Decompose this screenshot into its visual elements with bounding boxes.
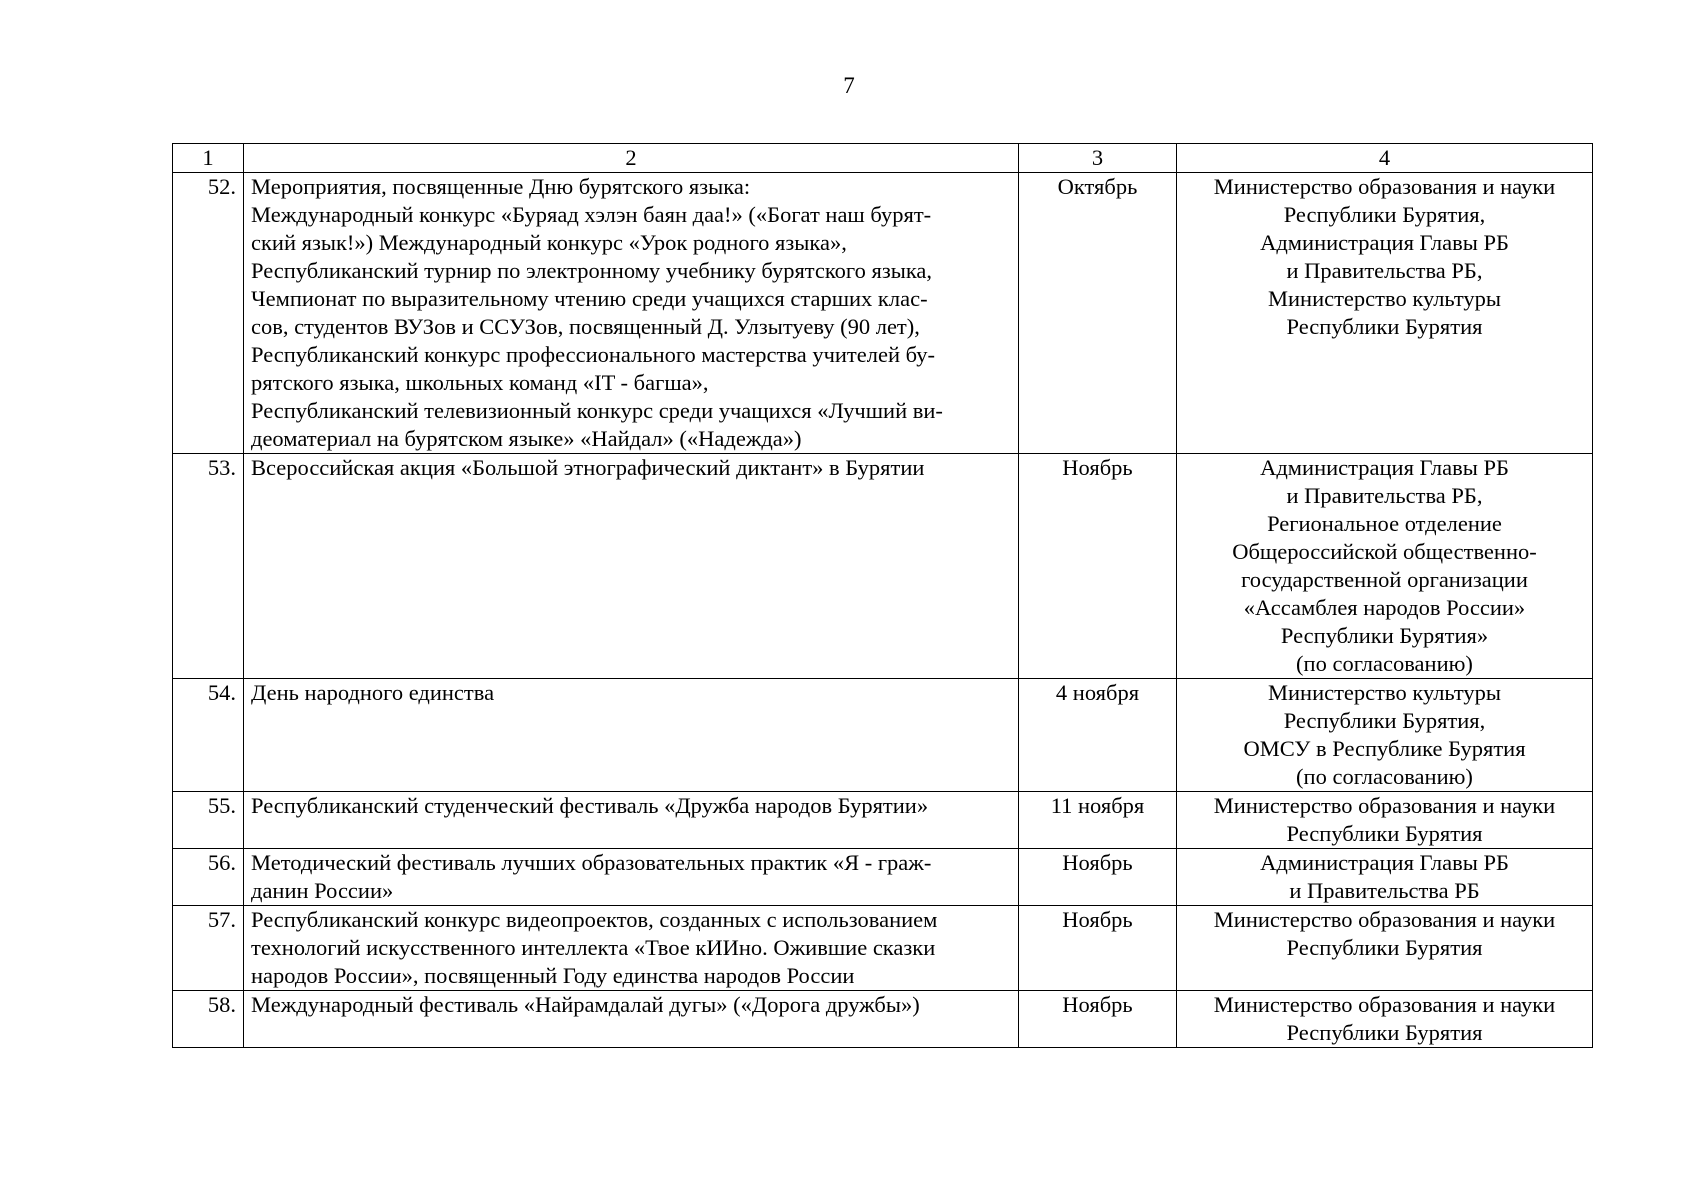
table-row xyxy=(173,849,1593,906)
responsible-text-line: Министерство образования и науки xyxy=(1213,793,1556,818)
event-text-line: Республиканский телевизионный конкурс среди учащихся «Лучший ви- xyxy=(251,398,943,423)
responsible-organizations xyxy=(1177,454,1593,679)
table-body xyxy=(173,173,1593,1048)
table-row xyxy=(173,792,1593,849)
responsible-organizations xyxy=(1177,679,1593,792)
responsible-text-line: Республики Бурятия, xyxy=(1283,202,1486,227)
event-text-line: ский язык!») Международный конкурс «Урок родного языка», xyxy=(251,230,847,255)
responsible-text-line: Республики Бурятия xyxy=(1286,821,1483,846)
event-description xyxy=(244,173,1019,454)
event-date: Октябрь xyxy=(1019,173,1177,454)
row-number: 57. xyxy=(173,906,244,991)
responsible-organizations xyxy=(1177,906,1593,991)
column-header-number: 1 xyxy=(173,144,244,173)
event-text-line: Республиканский турнир по электронному учебнику бурятского языка, xyxy=(251,258,933,283)
responsible-organizations xyxy=(1177,991,1593,1048)
responsible-text-line: «Ассамблея народов России» xyxy=(1243,595,1526,620)
event-date: 4 ноября xyxy=(1019,679,1177,792)
responsible-text-line: Республики Бурятия xyxy=(1286,314,1483,339)
row-number: 54. xyxy=(173,679,244,792)
event-text-line: Международный конкурс «Буряад хэлэн баян даа!» («Богат наш бурят- xyxy=(251,202,932,227)
event-text-line: Республиканский конкурс профессионального мастерства учителей бу- xyxy=(251,342,935,367)
responsible-text-line: (по согласованию) xyxy=(1296,651,1473,676)
responsible-text-line: и Правительства РБ xyxy=(1289,878,1480,903)
event-text-line: сов, студентов ВУЗов и ССУЗов, посвященный Д. Улзытуеву (90 лет), xyxy=(251,314,920,339)
responsible-text-line: Администрация Главы РБ xyxy=(1260,230,1509,255)
responsible-text-line: Министерство образования и науки xyxy=(1213,907,1556,932)
responsible-text-line: государственной организации xyxy=(1241,567,1528,592)
row-number: 56. xyxy=(173,849,244,906)
responsible-text-line: (по согласованию) xyxy=(1296,764,1473,789)
table-row xyxy=(173,173,1593,454)
event-description xyxy=(244,679,1019,792)
event-text-line: Республиканский студенческий фестиваль «Дружба народов Бурятии» xyxy=(251,793,929,818)
responsible-organizations xyxy=(1177,173,1593,454)
event-text-line: Чемпионат по выразительному чтению среди учащихся старших клас- xyxy=(251,286,928,311)
responsible-text-line: Республики Бурятия» xyxy=(1280,623,1489,648)
event-date: Ноябрь xyxy=(1019,991,1177,1048)
event-description xyxy=(244,906,1019,991)
event-text-line: Международный фестиваль «Найрамдалай дугы» («Дорога дружбы») xyxy=(251,992,920,1017)
column-header-event: 2 xyxy=(244,144,1019,173)
event-date: Ноябрь xyxy=(1019,906,1177,991)
table-row xyxy=(173,991,1593,1048)
responsible-text-line: Республики Бурятия, xyxy=(1283,708,1486,733)
table-row xyxy=(173,679,1593,792)
responsible-text-line: Администрация Главы РБ xyxy=(1260,455,1509,480)
responsible-text-line: Общероссийской общественно- xyxy=(1232,539,1537,564)
responsible-text-line: Министерство культуры xyxy=(1267,680,1501,705)
column-header-responsible: 4 xyxy=(1177,144,1593,173)
responsible-text-line: Республики Бурятия xyxy=(1286,935,1483,960)
event-description xyxy=(244,849,1019,906)
responsible-text-line: Республики Бурятия xyxy=(1286,1020,1483,1045)
event-text-line: Республиканский конкурс видеопроектов, созданных с использованием xyxy=(251,907,938,932)
event-text-line: рятского языка, школьных команд «IT - багша», xyxy=(251,370,709,395)
row-number: 53. xyxy=(173,454,244,679)
event-text-line: Мероприятия, посвященные Дню бурятского языка: xyxy=(251,174,751,199)
event-description xyxy=(244,991,1019,1048)
responsible-organizations xyxy=(1177,792,1593,849)
event-description xyxy=(244,454,1019,679)
event-text-line: технологий искусственного интеллекта «Твое кИИно. Ожившие сказки xyxy=(251,935,936,960)
responsible-text-line: Министерство образования и науки xyxy=(1213,174,1556,199)
responsible-text-line: и Правительства РБ, xyxy=(1286,258,1483,283)
responsible-text-line: и Правительства РБ, xyxy=(1286,483,1483,508)
event-text-line: деоматериал на бурятском языке» «Найдал» («Надежда») xyxy=(251,426,802,451)
column-header-date: 3 xyxy=(1019,144,1177,173)
page-number: 7 xyxy=(843,73,855,98)
responsible-organizations xyxy=(1177,849,1593,906)
event-text-line: данин России» xyxy=(251,878,394,903)
responsible-text-line: Администрация Главы РБ xyxy=(1260,850,1509,875)
row-number: 58. xyxy=(173,991,244,1048)
responsible-text-line: Министерство культуры xyxy=(1267,286,1501,311)
event-text-line: Методический фестиваль лучших образовательных практик «Я - граж- xyxy=(251,850,932,875)
event-text-line: народов России», посвященный Году единства народов России xyxy=(251,963,855,988)
responsible-text-line: ОМСУ в Республике Бурятия xyxy=(1243,736,1526,761)
table-row xyxy=(173,454,1593,679)
event-text-line: Всероссийская акция «Большой этнографический диктант» в Бурятии xyxy=(251,455,925,480)
event-text-line: День народного единства xyxy=(251,680,495,705)
table-header-row xyxy=(173,144,1593,173)
responsible-text-line: Министерство образования и науки xyxy=(1213,992,1556,1017)
event-date: 11 ноября xyxy=(1019,792,1177,849)
event-description xyxy=(244,792,1019,849)
event-date: Ноябрь xyxy=(1019,454,1177,679)
row-number: 55. xyxy=(173,792,244,849)
events-table xyxy=(172,143,1593,1048)
table-row xyxy=(173,906,1593,991)
responsible-text-line: Региональное отделение xyxy=(1267,511,1502,536)
event-date: Ноябрь xyxy=(1019,849,1177,906)
row-number: 52. xyxy=(173,173,244,454)
